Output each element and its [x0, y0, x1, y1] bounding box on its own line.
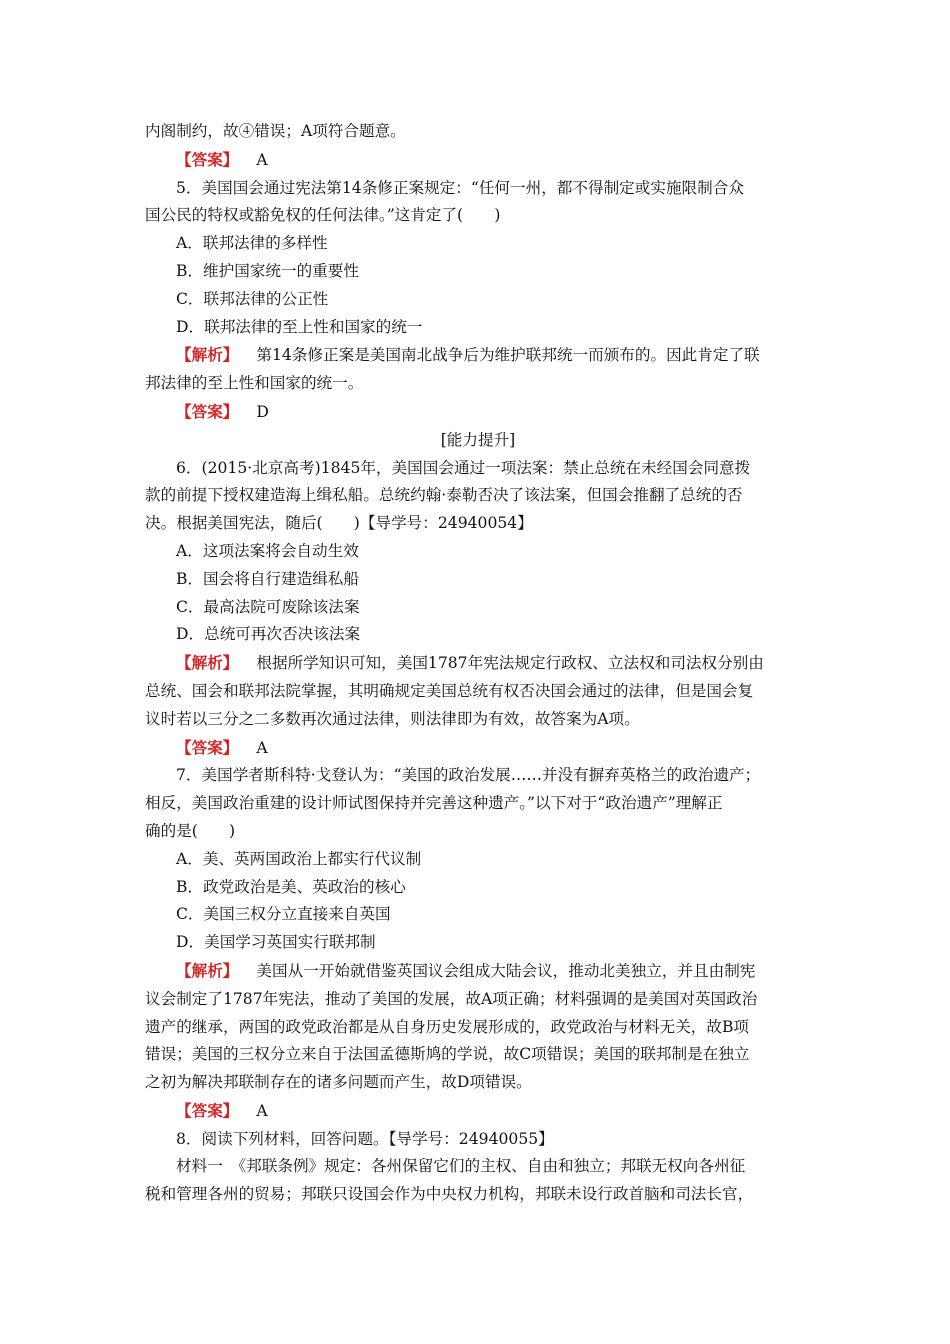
analysis-line: 总统、国会和联邦法院掌握，其明确规定美国总统有权否决国会通过的法律，但是国会复	[145, 681, 754, 700]
answer-tag: 【答案】	[176, 1100, 239, 1120]
question-stem-line: 8．阅读下列材料，回答问题。【导学号：24940055】	[176, 1129, 554, 1148]
analysis-line	[145, 341, 811, 370]
answer-value: A	[256, 738, 268, 757]
answer-tag: 【答案】	[176, 149, 239, 169]
answer-tag: 【答案】	[176, 401, 239, 421]
option-d: D．美国学习英国实行联邦制	[176, 933, 376, 952]
answer-tag: 【答案】	[176, 737, 239, 757]
analysis-line	[145, 649, 811, 678]
document-page	[145, 118, 811, 1209]
option-a: A．联邦法律的多样性	[176, 234, 328, 253]
question-stem-line: 5．美国国会通过宪法第14条修正案规定：“任何一州，都不得制定或实施限制合众	[176, 178, 744, 197]
option-d: D．总统可再次否决该法案	[176, 625, 361, 644]
analysis-text: 第14条修正案是美国南北战争后为维护联邦统一而颁布的。因此肯定了联	[256, 346, 760, 365]
question-stem-line: 确的是( )	[145, 821, 236, 840]
option-b: B．国会将自行建造缉私船	[176, 569, 359, 588]
option-b: B．政党政治是美、英政治的核心	[176, 877, 406, 896]
analysis-tag: 【解析】	[176, 960, 239, 980]
answer-value: D	[256, 402, 269, 421]
answer-value: A	[256, 1101, 268, 1120]
analysis-text: 根据所学知识可知，美国1787年宪法规定行政权、立法权和司法权分别由	[256, 654, 764, 673]
section-heading: [能力提升]	[440, 430, 516, 449]
question-stem-line: 6．(2015·北京高考)1845年，美国国会通过一项法案：禁止总统在未经国会同意拨	[176, 458, 751, 477]
option-d: D．联邦法律的至上性和国家的统一	[176, 317, 423, 336]
material-line: 税和管理各州的贸易；邦联只设国会作为中央权力机构，邦联未设行政首脑和司法长官，	[145, 1185, 754, 1204]
analysis-line: 遗产的继承，两国的政党政治都是从自身历史发展形成的，政党政治与材料无关，故B项	[145, 1017, 750, 1036]
question-7	[145, 762, 811, 1125]
analysis-line: 议时若以三分之二多数再次通过法律，则法律即为有效，故答案为A项。	[145, 709, 640, 728]
question-5	[145, 175, 811, 427]
analysis-line: 之初为解决邦联制存在的诸多问题而产生，故D项错误。	[145, 1073, 532, 1092]
question-8	[145, 1126, 811, 1209]
analysis-line: 错误；美国的三权分立来自于法国孟德斯鸠的学说，故C项错误；美国的联邦制是在独立	[145, 1045, 750, 1064]
analysis-line: 邦法律的至上性和国家的统一。	[145, 374, 364, 393]
option-c: C．美国三权分立直接来自英国	[176, 905, 391, 924]
answer-line	[145, 1097, 811, 1126]
option-b: B．维护国家统一的重要性	[176, 261, 359, 280]
q4-answer-line	[145, 146, 811, 175]
analysis-text: 美国从一开始就借鉴英国议会组成大陆会议，推动北美独立，并且由制宪	[256, 961, 756, 980]
question-stem-line: 款的前提下授权建造海上缉私船。总统约翰·泰勒否决了该法案，但国会推翻了总统的否	[145, 486, 743, 505]
option-c: C．联邦法律的公正性	[176, 289, 329, 308]
question-stem-line: 相反，美国政治重建的设计师试图保持并完善这种遗产。”以下对于“政治遗产”理解正	[145, 794, 723, 813]
answer-line	[145, 398, 811, 427]
analysis-tag: 【解析】	[176, 653, 239, 673]
option-c: C．最高法院可废除该法案	[176, 597, 360, 616]
answer-value: A	[256, 150, 268, 169]
question-stem-line: 决。根据美国宪法，随后( )【导学号：24940054】	[145, 514, 533, 533]
option-a: A．美、英两国政治上都实行代议制	[176, 849, 422, 868]
analysis-line	[145, 957, 811, 986]
option-a: A．这项法案将会自动生效	[176, 541, 359, 560]
material-line: 材料一 《邦联条例》规定：各州保留它们的主权、自由和独立；邦联无权向各州征	[176, 1157, 746, 1176]
intro-line: 内阁制约，故④错误；A项符合题意。	[145, 122, 406, 140]
analysis-tag: 【解析】	[176, 345, 239, 365]
question-stem-line: 国公民的特权或豁免权的任何法律。”这肯定了( )	[145, 206, 501, 225]
question-stem-line: 7．美国学者斯科特·戈登认为：“美国的政治发展……并没有摒弃英格兰的政治遗产；	[176, 766, 761, 785]
answer-line	[145, 734, 811, 763]
analysis-line: 议会制定了1787年宪法，推动了美国的发展，故A项正确；材料强调的是美国对英国政治	[145, 989, 758, 1008]
question-6	[145, 455, 811, 763]
